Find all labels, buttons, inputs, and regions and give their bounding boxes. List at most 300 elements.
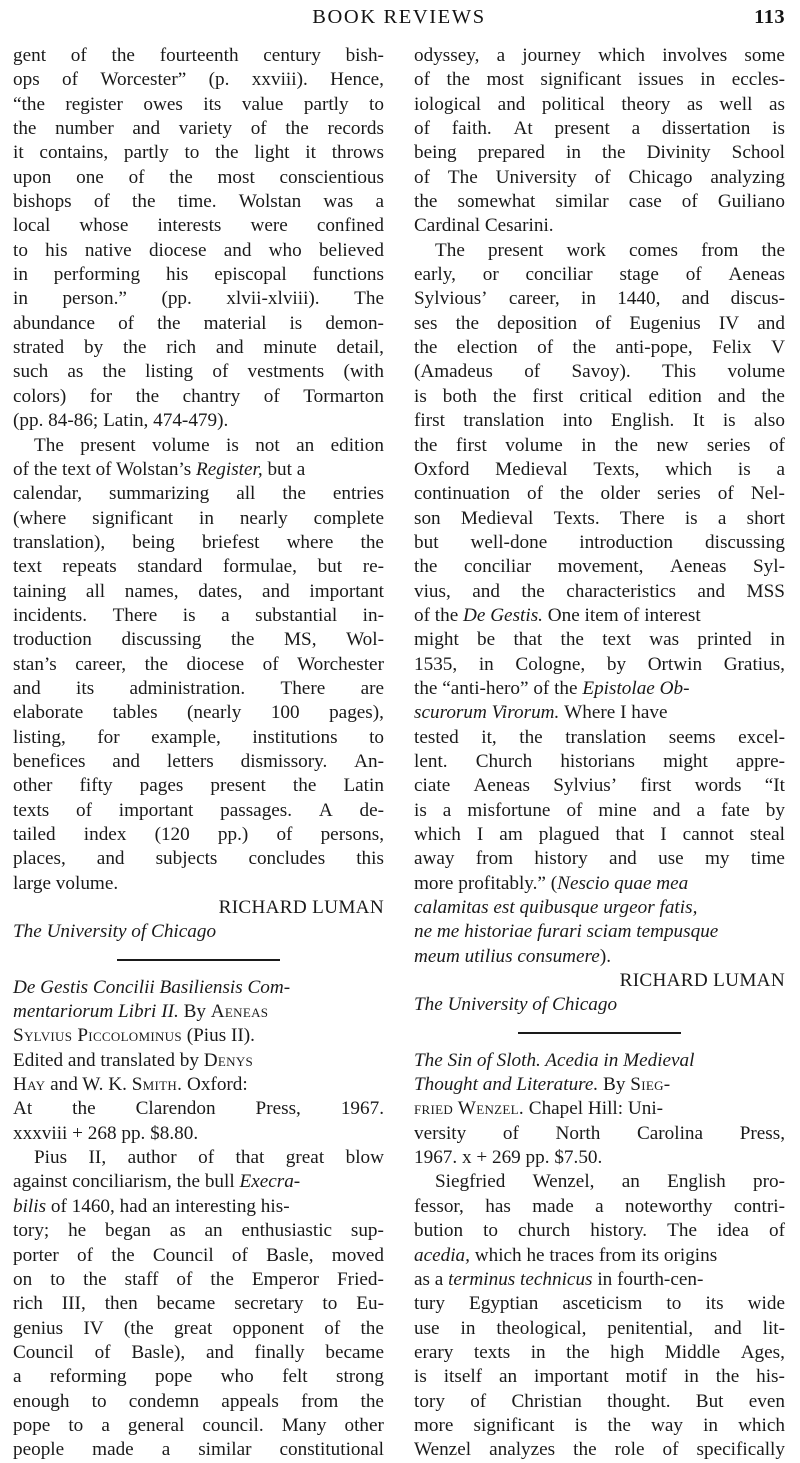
word: the: [414, 191, 438, 213]
word: Basle,: [266, 1244, 314, 1266]
word: idea: [716, 1220, 749, 1242]
word: career,: [508, 288, 560, 310]
word: the: [607, 1414, 631, 1436]
word: episcopal: [214, 264, 287, 286]
word: persons,: [320, 824, 384, 845]
word: the: [602, 142, 626, 164]
word: began: [105, 1220, 151, 1242]
word: contains,: [39, 142, 109, 164]
word: person.”: [62, 288, 127, 310]
word: other: [344, 1414, 384, 1436]
word: the: [566, 1341, 590, 1363]
word: rich: [166, 337, 197, 359]
word: the: [111, 45, 135, 66]
word: tested: [414, 726, 459, 748]
word: steal: [749, 824, 785, 845]
word: a: [13, 1366, 22, 1388]
word: interests: [157, 215, 222, 237]
divider-rule: [518, 1032, 681, 1034]
word: 1967.: [340, 1098, 384, 1120]
word: career,: [75, 653, 127, 675]
word: concludes: [248, 848, 326, 870]
word: re-: [362, 556, 384, 578]
word: which: [738, 1414, 785, 1436]
text-line: xxxviii + 268 pp. $8.80.: [13, 1122, 199, 1144]
word: for: [89, 385, 113, 407]
word: an: [621, 1171, 640, 1193]
word: of: [768, 1220, 785, 1242]
word: 1535,: [414, 653, 458, 675]
word: wide: [747, 1293, 785, 1315]
word: names,: [124, 580, 179, 602]
word: from: [475, 848, 514, 870]
word: text: [13, 556, 42, 578]
word: Sylvious’: [414, 288, 488, 310]
word: then: [104, 1293, 138, 1315]
word: one: [76, 166, 104, 188]
word: similar: [555, 191, 609, 213]
word: ciate: [414, 775, 451, 797]
word: noteworthy: [625, 1195, 713, 1217]
word: people: [13, 1439, 65, 1461]
word: this: [356, 848, 384, 870]
word: bishops: [13, 191, 72, 213]
word: by: [765, 799, 785, 821]
word: who: [220, 1366, 254, 1388]
text-line: calamitas est quibusque urgeor fatis,: [414, 897, 698, 919]
word: Texts.: [553, 507, 600, 529]
word: the: [414, 337, 438, 359]
word: summarizing: [109, 483, 210, 505]
word: sup-: [350, 1220, 384, 1242]
word: the: [715, 1366, 740, 1388]
page-title: BOOK REVIEWS: [312, 6, 486, 28]
word: analyzing: [710, 166, 785, 188]
word: be: [477, 629, 496, 651]
word: to: [369, 726, 384, 748]
word: the: [210, 1268, 234, 1290]
word: the: [360, 531, 384, 553]
word: the: [132, 191, 156, 213]
word: Egyptian: [469, 1293, 539, 1315]
word: to: [483, 1220, 498, 1242]
text-line: the “anti-hero” of the Epistolae Ob-: [414, 677, 690, 699]
word: pro-: [753, 1171, 785, 1193]
word: administration.: [129, 677, 246, 699]
word: a: [101, 1414, 110, 1436]
word: tory: [414, 1390, 445, 1412]
word: in: [580, 288, 596, 310]
word: secretary: [234, 1293, 304, 1315]
word: confined: [316, 215, 384, 237]
word: is: [684, 507, 698, 529]
word: discussing: [705, 531, 785, 553]
word: translation: [565, 726, 647, 748]
word: and: [713, 1317, 742, 1339]
word: such: [13, 361, 49, 383]
word: the: [169, 166, 193, 188]
word: Ages,: [740, 1341, 785, 1363]
word: (with: [343, 361, 384, 383]
word: register: [65, 93, 123, 115]
word: The: [447, 166, 478, 188]
word: North: [555, 1122, 601, 1144]
word: and: [717, 385, 746, 407]
word: IV: [718, 312, 740, 334]
word: use: [658, 848, 684, 870]
word: but: [317, 556, 343, 578]
word: Hence,: [330, 69, 384, 91]
word: of: [77, 1244, 94, 1266]
word: prepared: [477, 142, 545, 164]
paragraph: [13, 434, 384, 897]
word: listing,: [13, 726, 66, 748]
word: the: [83, 1268, 107, 1290]
word: Eu-: [356, 1293, 384, 1315]
word: elaborate: [13, 702, 84, 724]
word: The: [667, 1220, 697, 1242]
word: lent.: [414, 750, 448, 772]
word: was: [323, 191, 354, 213]
text-line: meum utilius consumere).: [414, 945, 611, 967]
word: volume: [152, 434, 210, 456]
word: At: [13, 1098, 33, 1120]
word: English.: [610, 410, 675, 432]
word: is: [226, 434, 239, 456]
word: partly: [123, 142, 169, 164]
word: theory: [621, 93, 671, 115]
word: important: [309, 580, 384, 602]
word: The: [34, 434, 64, 456]
word: the: [282, 483, 306, 505]
word: incidents.: [13, 604, 88, 626]
word: in-: [362, 604, 384, 626]
word: the: [285, 118, 309, 140]
word: of: [681, 191, 698, 213]
word: There: [280, 677, 326, 699]
word: the: [135, 385, 160, 407]
word: gent: [13, 45, 47, 66]
word: benefices: [13, 750, 86, 772]
word: his: [165, 264, 189, 286]
word: Wolstan: [238, 191, 302, 213]
word: also: [754, 410, 785, 432]
word: which: [414, 824, 461, 845]
word: and: [697, 580, 726, 602]
word: stan’s: [13, 653, 57, 675]
review-one-continued: [13, 44, 384, 945]
word: tory;: [13, 1220, 50, 1242]
word: which: [665, 458, 713, 480]
word: high: [610, 1341, 645, 1363]
word: to: [184, 142, 200, 164]
word: to: [91, 1390, 107, 1412]
word: the: [492, 385, 517, 407]
word: in: [13, 288, 28, 310]
word: which: [598, 45, 646, 66]
word: a: [496, 45, 506, 66]
word: example,: [151, 726, 221, 748]
word: in: [683, 1366, 699, 1388]
word: IV: [83, 1317, 104, 1339]
word: became: [156, 1293, 216, 1315]
word: formulae,: [222, 556, 297, 578]
word: plagued: [538, 824, 600, 845]
word: colors): [13, 385, 67, 407]
word: first: [414, 410, 445, 432]
word: to: [322, 1293, 338, 1315]
word: the: [360, 1317, 384, 1339]
word: MSS: [746, 580, 785, 602]
word: in: [769, 629, 785, 651]
word: might: [663, 750, 708, 772]
word: School: [731, 142, 785, 164]
word: most: [217, 166, 255, 188]
word: to: [13, 239, 28, 261]
word: anti-pope,: [615, 337, 693, 359]
reviewer-signature: RICHARD LUMAN: [619, 970, 785, 992]
word: Middle: [664, 1341, 721, 1363]
word: has: [485, 1195, 511, 1217]
word: present: [210, 775, 266, 797]
word: printed: [697, 629, 752, 651]
word: of: [566, 799, 583, 821]
word: enough: [13, 1390, 70, 1412]
word: and: [13, 677, 41, 699]
word: I: [476, 824, 484, 845]
word: English: [667, 1171, 726, 1193]
word: that: [235, 1147, 265, 1169]
word: pope: [13, 1414, 51, 1436]
word: variety: [178, 118, 233, 140]
word: iological: [414, 93, 482, 115]
word: is: [414, 799, 427, 821]
word: Wol-: [346, 629, 384, 651]
text-line: against conciliarism, the bull Execra-: [13, 1171, 301, 1193]
word: reforming: [49, 1366, 127, 1388]
word: from: [701, 239, 739, 261]
text-line: bilis of 1460, had an interesting his-: [13, 1195, 290, 1217]
word: first: [455, 434, 487, 456]
word: But: [695, 1390, 724, 1412]
word: present: [487, 239, 544, 261]
word: native: [84, 239, 132, 261]
word: it,: [481, 726, 497, 748]
word: ops: [13, 69, 40, 91]
word: of: [94, 1341, 111, 1363]
word: Basle),: [131, 1341, 186, 1363]
word: Divinity: [646, 142, 711, 164]
word: its: [76, 677, 95, 699]
word: of: [414, 118, 430, 140]
word: early,: [414, 264, 456, 286]
word: diocese: [148, 239, 207, 261]
word: MS,: [283, 629, 317, 651]
word: Texts,: [593, 458, 640, 480]
word: the: [215, 142, 239, 164]
word: troduction: [13, 629, 92, 651]
word: pope: [154, 1366, 193, 1388]
word: significant: [540, 69, 622, 91]
word: demon-: [325, 312, 384, 334]
word: felt: [282, 1366, 308, 1388]
word: son: [414, 507, 441, 529]
word: Siegfried: [435, 1171, 506, 1193]
word: the: [614, 434, 639, 456]
word: is: [182, 604, 196, 626]
word: the: [446, 69, 470, 91]
word: constitutional: [279, 1439, 384, 1461]
word: on: [13, 1268, 33, 1290]
word: in: [13, 264, 28, 286]
word: of: [594, 166, 611, 188]
word: present: [554, 118, 610, 140]
section-divider: [13, 945, 384, 976]
word: minute: [263, 337, 317, 359]
word: an: [204, 1220, 223, 1242]
word: Press,: [739, 1122, 785, 1144]
word: dissertation: [661, 118, 751, 140]
word: other: [13, 775, 53, 797]
word: of: [70, 45, 87, 66]
word: more: [414, 1414, 454, 1436]
word: rich: [13, 1293, 43, 1315]
word: abundance: [13, 312, 96, 334]
word: appre-: [735, 750, 785, 772]
word: from: [301, 1390, 339, 1412]
word: and: [96, 848, 125, 870]
word: Fried-: [337, 1268, 384, 1290]
word: of: [93, 191, 110, 213]
word: somewhat: [457, 191, 536, 213]
text-line: 1967. x + 269 pp. $7.50.: [414, 1147, 603, 1169]
word: council.: [202, 1414, 264, 1436]
word: even: [748, 1390, 785, 1412]
word: to: [369, 93, 384, 115]
text-line: Edited and translated by Denys: [13, 1049, 254, 1071]
word: mine: [598, 799, 637, 821]
word: who: [268, 239, 302, 261]
word: series: [706, 434, 751, 456]
word: and: [497, 93, 526, 115]
word: passages.: [220, 799, 293, 821]
word: the: [102, 361, 126, 383]
word: functions: [312, 264, 384, 286]
word: ses: [414, 312, 438, 334]
word: of: [537, 337, 554, 359]
word: Tormarton: [303, 385, 384, 407]
word: dismissory.: [240, 750, 328, 772]
word: are: [360, 677, 384, 699]
word: xlvii-xlviii).: [226, 288, 320, 310]
word: tables: [112, 702, 158, 724]
text-columns: [13, 44, 785, 1463]
word: opponent: [232, 1317, 304, 1339]
word: of: [262, 653, 279, 675]
left-column: [13, 44, 384, 1463]
word: the: [157, 312, 181, 334]
word: (Amadeus: [414, 361, 493, 383]
word: to: [666, 1293, 682, 1315]
word: comes: [628, 239, 679, 261]
word: fessor,: [414, 1195, 464, 1217]
word: itself: [443, 1366, 483, 1388]
review-heading: [13, 976, 384, 1146]
word: University: [495, 166, 577, 188]
word: and: [652, 799, 681, 821]
word: series: [657, 483, 701, 505]
word: but: [414, 531, 439, 553]
word: Wenzel: [414, 1439, 472, 1461]
word: An-: [354, 750, 384, 772]
word: of: [250, 118, 267, 140]
text-line: more profitably.” (Nescio quae mea: [414, 872, 689, 894]
word: discussing: [121, 629, 202, 651]
word: the: [414, 434, 438, 456]
word: owes: [143, 93, 183, 115]
reviewer-signature: RICHARD LUMAN: [218, 897, 384, 919]
word: Many: [281, 1414, 327, 1436]
word: dates,: [198, 580, 243, 602]
word: of: [685, 264, 702, 286]
word: V: [771, 337, 785, 359]
word: index: [83, 824, 127, 845]
review-two: [13, 976, 384, 1463]
word: There: [112, 604, 158, 626]
word: as: [67, 361, 84, 383]
word: the: [519, 726, 543, 748]
word: the: [230, 629, 255, 651]
word: Gratius,: [723, 653, 785, 675]
word: election: [456, 337, 518, 359]
word: were: [250, 215, 288, 237]
word: the: [414, 556, 438, 578]
word: institutions: [252, 726, 338, 748]
word: a: [221, 604, 230, 626]
word: and: [215, 337, 244, 359]
word: made: [532, 1195, 574, 1217]
word: important: [118, 799, 194, 821]
word: the: [761, 239, 785, 261]
word: finally: [254, 1341, 305, 1363]
word: strated: [13, 337, 65, 359]
word: misfortune: [467, 799, 551, 821]
word: condemn: [128, 1390, 200, 1412]
word: for: [97, 726, 120, 748]
right-column: [414, 44, 785, 1463]
word: first: [640, 775, 672, 797]
word: in: [700, 69, 716, 91]
word: by: [83, 337, 104, 359]
word: de-: [359, 799, 384, 821]
word: III,: [61, 1293, 86, 1315]
word: 100: [270, 702, 300, 724]
word: Savoy).: [571, 361, 631, 383]
word: of: [768, 434, 785, 456]
word: Clarendon: [135, 1098, 216, 1120]
word: taining: [13, 580, 67, 602]
word: standard: [137, 556, 203, 578]
word: that: [615, 824, 645, 845]
word: a: [696, 799, 705, 821]
word: Wenzel,: [532, 1171, 595, 1193]
word: pages),: [329, 702, 384, 724]
word: “the: [13, 93, 45, 115]
word: Chicago: [628, 166, 693, 188]
word: history.: [590, 1220, 648, 1242]
word: genius: [13, 1317, 64, 1339]
word: and: [757, 312, 785, 334]
